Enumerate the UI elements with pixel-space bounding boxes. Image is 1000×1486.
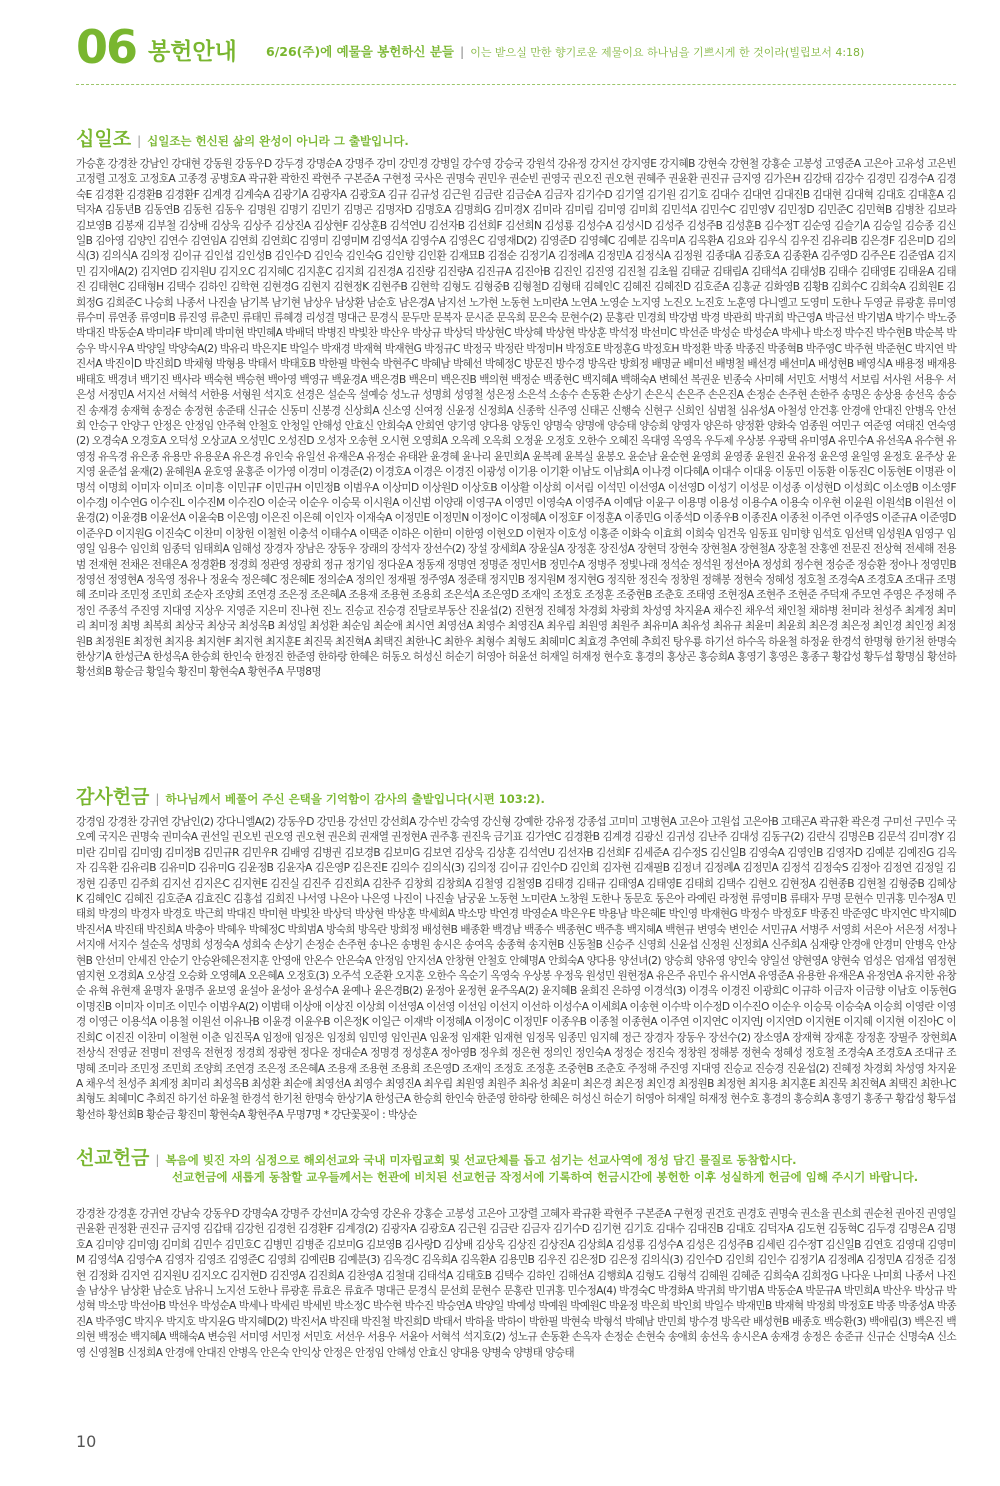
mission-description-line2: 선교헌금에 새롭게 동참할 교우들께서는 헌관에 비치된 선교헌금 작정서에 기록하여 헌금시간에 봉헌한 이후 성실하게 헌금에 임해 주시기 바랍니다. <box>172 1170 919 1184</box>
tithe-heading <box>76 124 956 151</box>
thanks-description: 하나님께서 베풀어 주신 은택을 기억함이 감사의 출발입니다(시편 103:2). <box>165 792 545 806</box>
thanks-names: 강경임 강경찬 강귀연 강남인(2) 강다니엘A(2) 강동우D 강민용 강선민 강선희A 강수빈 강숙영 강신형 강예한 강유정 강종섭 고미미 고병현A 고은아 고원섭 고은아B 고태곤A 곽규환 곽은경 구미선 구민수 국오예 국지은 권명숙 권미숙A 권선일 권오빈 권오영 권오현 권은희 권재열 권정현A 권주홍 권진욱 금기표 김가연C 김경환B 김계경 김광신 김귀성 김난주 김대성 김동구(2) 김란식 김명은B 김문석 김미경Y 김미란 김미림 김미영J 김미정B 김민규R 김민우R 김배영 김병권 김보경B 김보미G 김보연 김상욱 김상훈 김석연U 김선자B 김선희F 김세준A 김수정S 김신일B 김영숙A 김영인B 김영자D 김예분 김예진G 김옥자 김옥환 김유리B 김유미D 김유미G 김윤정B 김윤자A 김은영P 김은진E 김의수 김의식(3) 김의정 김이규 김인수D 김인희 김자현 김재필B 김정녀 김정례A 김정민A 김정석 김정숙S 김정아 김정연 김정일 김정현 김종민 김주희 김지선 김지은C 김지현E 김진실 김진주 김진희A 김찬주 김창희 김창희A 김철영 김철영B 김태경 김태규 김태영A 김태영E 김태희 김택수 김현오 김현정A 김현종B 김현철 김형중B 김혜상K 김혜인C 김혜진 김호준A 김효진C 김홍섭 김희진 나서영 나은아 나은영 나진이 나진솔 남궁윤 노동현 노미란A 노창원 도한나 동문호 동은아 라예린 라정현 류영미B 류태자 무명 문현수 민귀홍 민수정A 민태희 박경의 박경자 박경호 박근희 박대진 박미현 박빛찬 박상덕 박상현 박상훈 박세희A 박소망 박연경 박영순A 박은우E 박용남 박은혜E 박인영 박재현G 박정수 박정호F 박종진 박준영C 박지연C 박지혜D 박진서A 박진태 박진희A 박충아 박혜우 박혜정C 박희범A 방숙희 방옥란 방희정 배성현B 배종환 백경남 백종수 백종현C 백주흥 백지혜A 백현규 변영숙 변인순 서민규A 서병주 서영희 서은아 서은정 서정나 서지애 서지수 설순옥 성명희 성정숙A 성희숙 손상기 손정순 손주현 송나은 송병원 송시은 송여옥 송종혁 송지현B 신동철B 신승주 신영희 신윤섭 신정원 신정희A 신주희A 심재량 안경애 안경미 안병옥 안상현B 안선미 안세진 안순기 안승완헤은전지훈 안영애 안온수 안은숙A 안정임 안지선A 안창현 안철호 안혜명A 안희숙A 양다용 양선녀(2) 양승희 양유영 양인숙 양일선 양현영A 양현숙 엄성은 엄재섭 염정현 염지현 오경희A 오상걸 오승화 오영혜A 오은혜A 오정호(3) 오주석 오준환 오지훈 오한수 옥순기 옥영숙 우상봉 우정욱 원성민 원현정A 유은주 유민수 유시연A 유영준A 유용한 유재은A 유정연A 유지한 유창순 유혁 유현재 윤명자 윤명주 윤보영 윤설아 윤성아 윤성수A 윤예나 윤은경B(2) 윤정아 윤정현 윤주옥A(2) 윤지혜B 윤희진 은하영 이경석(3) 이경옥 이경진 이광희C 이규하 이금자 이금향 이남호 이동현G 이명진B 이미자 이미조 이민수 이범우A(2) 이범태 이상애 이상진 이상희 이선영A 이선영 이선임 이선지 이선하 이성수A 이세희A 이송현 이수박 이수정D 이수진O 이순우 이승묵 이승숙A 이승희 이영란 이영경 이영근 이용석A 이용철 이원선 이유나B 이윤경 이윤우B 이은정K 이일근 이재박 이정혜A 이정이C 이정민F 이종우B 이종철 이종현A 이주연 이지연C 이지연J 이지연D 이지현E 이지혜 이지현 이진아C 이진희C 이진진 이찬미 이철현 이춘 임진목A 임정애 임정은 임정희 임민영 임인권A 임윤정 임재환 임재현 임정목 임종민 임지혜 정근 장경자 장동우 장선수(2) 장소영A 장재혁 장재훈 장정훈 장필주 장현희A 전상식 전영균 전명미 전영옥 전현정 정경희 정광현 정다운 정대순A 정명경 정성훈A 정아영B 정우희 정은현 정의인 정인숙A 정정순 정진숙 정창원 정해봉 정현숙 정혜성 정호철 조경숙A 조경호A 조대규 조명혜 조미라 조민정 조민희 조양희 조연경 조은정 조은혜A 조용재 조용현 조용희 조은영D 조재익 조정호 조정훈 조중현B 조춘호 주정해 주진영 지대영 진승교 진승경 진윤섭(2) 진혜정 차경회 차성영 차지윤A 채우석 천성주 최계정 최미리 최성옥B 최성환 최순애 최영선A 최영수 최영진A 최우림 최원영 최원주 최유성 최윤미 최은경 최은정 최인경 최정원B 최정현 최지용 최지훈E 최진묵 최진혁A 최택진 최한나C 최형도 최혜미C 추희진 하기선 하윤철 한경석 한기천 한명숙 한상기A 한성근A 한승희 한인숙 한준영 한하랑 한혜은 허성신 허순기 허영아 허재일 허재정 현수호 홍경의 홍승희A 홍영기 홍종구 황갑성 황두섭 황선하 황선희B 황순금 황진미 황현숙A 황현주A 무명7명 * 강단꽃꽂이 : 박상순 <box>76 816 956 1121</box>
thanks-heading <box>76 782 956 809</box>
section-subtitle <box>266 43 864 62</box>
mission-separator: | <box>155 1153 160 1167</box>
subtitle-verse: 이는 받으실 만한 향기로운 제물이요 하나님을 기쁘시게 한 것이라(빌립보서 4:18) <box>470 46 865 59</box>
thanks-title: 감사헌금 <box>76 786 150 808</box>
mission-names: 강경찬 강경훈 강귀연 강남숙 강동우D 강명숙A 강명주 강선미A 강숙영 강온유 강홍순 고봉성 고은아 고장렬 고혜자 곽규환 곽현주 구본준A 구현정 권건호 권경호 권명숙 권소율 권소희 권순천 권아진 권영일 권윤환 권정환 권진규 금지영 김갑태 김강헌 김경헌 김경환F 김계경(2) 김광자A 김광호A 김근원 김금란 김금자 김기수D 김기현 김기호 김대수 김대진B 김대호 김덕자A 김도현 김동혁C 김두경 김명은A 김명호A 김미양 김미영J 김미희 김민수 김민호C 김병민 김병준 김보미G 김보영B 김사랑D 김상배 김상욱 김상진 김상진A 김상희A 김성룡 김성수A 김성은 김성주B 김세린 김수정T 김신일B 김연호 김영대 김영미M 김영석A 김영수A 김영자 김영조 김영준C 김영희 김예린B 김예분(3) 김옥경C 김옥희A 김옥환A 김용민B 김우진 김은정D 김은정 김의식(3) 김인수D 김인희 김인수 김정기A 김정례A 김정민A 김정준 김정현 김정화 김지연 김지원U 김지오C 김지현D 김진영A 김진희A 김찬영A 김철대 김태석A 김태호B 김택수 김하인 김해선A 김행희A 김형도 김형석 김혜원 김혜준 김희숙A 김희정G 나다운 나미희 나종서 나진솔 남상우 남상환 남순호 남유니 노지선 도한나 류광훈 류효은 류효주 명대근 문경식 문선희 문현수 문홍란 민귀홍 민수정A(4) 박경숙C 박경화A 박귀희 박기범A 박동순A 박문규A 박민희A 박산우 박상규 박성혁 박소망 박선아B 박선우 박성순A 박세나 박세린 박세빈 박소정C 박수현 박수진 박승연A 박양일 박예성 박예원 박예원C 박윤정 박은희 박인희 박일수 박재민B 박재혁 박정희 박정호E 박종 박종성A 박종진A 박주영C 박지우 박지호 박지윤G 박지혜D(2) 박진서A 박진태 박진철 박진희D 박태서 박하율 박하이 박한필 박현숙 박형석 박혜남 반민희 방수경 방옥란 배성현B 배종호 백승환(3) 백애림(3) 백은진 백의현 백정순 백지혜A 백해숙A 변승원 서미영 서민정 서민호 서선우 서용우 서윤아 서혁석 석지호(2) 성노규 손동환 손옥자 손정순 손현숙 송애희 송선옥 송시은A 송재경 송정은 송준규 신규순 신명숙A 신소영 신영철B 신정희A 안경애 안대진 안병옥 안은숙 안익상 안정은 안정임 안해성 안효신 양대용 양병숙 양병태 양승태 <box>76 1208 956 1359</box>
section-number: 06 <box>76 20 137 74</box>
section-title: 봉헌안내 <box>148 39 237 65</box>
tithe-title: 십일조 <box>76 128 132 150</box>
subtitle-separator: | <box>459 44 465 59</box>
mission-heading <box>76 1143 956 1170</box>
tithe-description: 십일조는 헌신된 삶의 완성이 아니라 그 출발입니다. <box>147 134 409 148</box>
tithe-names: 가승훈 강경찬 강남인 강대현 강동원 강동우D 강두경 강명순A 강명주 강미 강민경 강병일 강수영 강승국 강원석 강유정 강지선 강지영E 강지혜B 강현숙 강현철 강홍순 고봉성 고영준A 고은아 고유성 고은빈 고정렬 고정호 고정호A 고종경 공병호A 곽규환 곽한진 곽현주 구본준A 구현정 국사은 권명숙 권민우 권순빈 권영국 권오진 권오현 권혜주 권윤환 권진규 금지영 김가은H 김강태 김강수 김경민 김경수A 김경숙E 김경환 김경환B 김경환F 김계경 김계숙A 김광기A 김광자A 김광호A 김규 김규성 김근원 김금란 김금순A 김금자 김기수D 김기열 김기원 김기호 김대수 김대연 김대진B 김대현 김대혁 김대호 김대훈A 김덕자A 김동년B 김동연B 김동헌 김동우 김명원 김명기 김민기 김명곤 김명자D 김명호A 김명희G 김미경X 김미라 김미림 김미영 김미희 김민석A 김민수C 김민영V 김민정D 김민준C 김민혁B 김병찬 김보라 김보영B 김봉재 김부철 김상배 김상욱 김상주 김상진A 김상현F 김상훈B 김석연U 김선자B 김선희F 김선희N 김성룡 김성수A 김성시D 김성주 김성주B 김성훈B 김수정T 김순영 김슬기A 김승일 김승종 김신일B 김아영 김양인 김연수 김연임A 김연희 김연희C 김영미 김영미M 김영석A 김영수A 김영은C 김영재D(2) 김영준D 김영혜C 김예분 김옥미A 김옥환A 김요와 김우식 김우진 김유리B 김은경F 김은미D 김의식(3) 김의식A 김의정 김이규 김인섭 김인성B 김인수D 김인숙 김인숙G 김인향 김인환 김재묘B 김점순 김정기A 김정례A 김정민A 김정식A 김정원 김종대A 김종호A 김종환A 김주영D 김주은E 김준엽A 김지민 김지애A(2) 김지연D 김지원U 김지오C 김지혜C 김지훈C 김지희 김진경A 김진량 김진량A 김진규A 김진아B 김진인 김진영 김진철 김초월 김태균 김태림A 김태석A 김태성B 김태수 김태영E 김태윤A 김태진 김태현C 김태형H 김택수 김하인 김학현 김현경G 김현지 김현정K 김현주B 김현학 김형도 김형중B 김형철D 김형태 김혜인C 김혜진 김혜진D 김호준A 김홍균 김화영B 김황B 김희수C 김희숙A 김희원E 김희정G 김희준C 나승희 나종서 나진솔 남기복 남기현 남상우 남상환 남순호 남은경A 남지선 노가현 노동현 노미란A 노연A 노영순 노지영 노진오 노진호 노훈영 다니엘고 도영미 도한나 두영균 류광훈 류미영 류수미 류연종 류영미B 류진영 류춘민 류태민 류혜경 리성결 명대근 문경식 문두만 문복자 문시준 문옥희 문은숙 문현수(2) 문홍란 민경희 박강범 박경 박관희 박귀희 박근영A 박금선 박기범A 박기수 박노중 박대진 박동순A 박미라F 박미례 박미현 박민혜A 박배덕 박병진 박빛찬 박산우 박상규 박상덕 박상현C 박상혜 박상현 박상훈 박석정 박선미C 박선준 박성순 박성순A 박세나 박소정 박수진 박수현B 박순복 박승우 박시우A 박양일 박양숙A(2) 박유리 박은지E 박일수 박재경 박재혁 박재현G 박정규C 박정국 박정란 박정미H 박정호E 박정훈G 박정호H 박정환 박종 박종진 박종혁B 박주영C 박주현 박준현C 박지연 박진서A 박진이D 박진희D 박채형 박형용 박태서 박태호B 박한필 박현숙 박현주C 박혜남 박혜선 박혜정C 방문진 방수경 방옥란 방희정 배명균 배미선 배병철 배선경 배선미A 배성현B 배영식A 배용정 배재용 배태호 백경녀 백기진 백사라 백숙현 백승현 백아영 백영규 백윤경A 백은경B 백은미 백은진B 백의현 백정순 백종현C 백지혜A 백해숙A 변혜선 복권운 빈종숙 사미혜 서민호 서병석 서보림 서사원 서용우 서은성 서정민A 서지선 서혁석 서한용 서형원 석지호 선경은 설순옥 설예승 성노규 성명희 성영철 성은정 소은석 소송수 손동환 손상기 손은식 손은주 손은진A 손정순 손주현 손한주 송명은 송상용 송선옥 송승진 송재경 송재혁 송정순 송정현 송준태 신규순 신동미 신봉경 신상희A 신소영 신여정 신윤정 신정희A 신종학 신주영 신태곤 신행숙 신현구 신희인 심범철 심유성A 아철성 안건홍 안경애 안대진 안병옥 안선희 안승구 안양구 안정은 안정임 안주혁 안철호 안청일 안해성 안효신 안희숙A 안희연 양기영 양다용 양동인 양명숙 양명애 양승태 양승희 양영자 양은하 양정환 양화숙 엄종원 여민구 여준영 여태진 연숙영(2) 오경숙A 오경호A 오덕성 오상교A 오성민C 오성진D 오성자 오송현 오시현 오영희A 오옥례 오옥희 오정윤 오정호 오한수 오혜진 옥대영 옥영옥 우두제 우상봉 우광택 유미영A 유민수A 유선옥A 유수현 유영정 유옥경 유은종 유용만 유용운A 유은경 유인숙 유일선 유재은A 유정순 유태완 윤경혜 윤나리 윤민희A 윤복례 윤복실 윤봉오 윤순남 윤순현 윤영희 윤영종 윤원진 윤유정 윤은영 윤일영 윤정호 윤주상 윤지영 윤준섭 윤재(2) 윤혜원A 윤호영 윤홍준 이가영 이경미 이경준(2) 이경호A 이경은 이경진 이광성 이기용 이기환 이남도 이남희A 이나경 이다혜A 이대수 이대웅 이동민 이동환 이동진C 이동현E 이명관 이명석 이명희 이미자 이미조 이미흥 이민규F 이민규H 이민정B 이범우A 이상미D 이상원D 이상호B 이상활 이상희 이서림 이석민 이선영A 이선영D 이성기 이성문 이성종 이성현D 이성희C 이소영B 이소영F 이수경J 이수연G 이수진L 이수진M 이수진O 이순국 이순우 이승묵 이시원A 이신범 이양래 이영구A 이영민 이영숙A 이영주A 이예담 이윤구 이용명 이용성 이용수A 이용숙 이우현 이윤원 이원석B 이원선 이윤경(2) 이윤경B 이윤선A 이윤숙B 이은영J 이은진 이은혜 이인자 이재숙A 이정민E 이정민N 이정이C 이정혜A 이정호F 이정훈A 이종민G 이종석D 이종우B 이종진A 이종천 이주연 이주영S 이준규A 이준영D 이준우D 이지원G 이진숙C 이찬미 이창헌 이철헌 이충석 이태수A 이택준 이하은 이한미 이한영 이현오D 이현자 이호성 이홍준 이화숙 이효희 이희숙 임건욱 임동표 임미향 임석호 임선택 임성원A 임영구 임영일 임용수 임인희 임종덕 임태희A 임해성 장경자 장남은 장동우 장래의 장석자 장선수(2) 장설 장세희A 장윤실A 장정훈 장진성A 장현덕 장현숙 장현철A 장현철A 장훈철 잔홍엔 전문진 전상혁 전세해 전용범 전재현 전채은 전태은A 정경환B 정경희 정관영 정광희 정규 정기임 정다운A 정동재 정명연 정명준 정민서B 정민수A 정병주 정빛나래 정석순 정석원 정선아A 정성희 정수현 정승준 정승환 정아나 정영민B 정영선 정영현A 정옥영 정유나 정윤숙 정은혜C 정은혜E 정의순A 정의인 정재필 정주영A 정준태 정지민B 정지원M 정지현G 정직한 정진숙 정창원 정해봉 정현숙 정혜성 정호철 조경숙A 조경호A 조대규 조명혜 조미라 조민정 조민희 조순자 조양희 조연경 조은정 조은혜A 조용재 조용현 조용희 조은석A 조은영D 조재익 조정호 조정훈 조중현B 조춘호 조태영 조현정A 조현주 조현준 주덕재 주모연 주영은 주정해 주정인 주종석 주진영 지대영 지상우 지영준 지은미 진나현 진노 진승교 진승경 진달로부동산 진윤섭(2) 진현정 진혜정 차경회 차광희 차성영 차지윤A 채수진 채우석 채인철 채하병 천미라 천성주 최계정 최미리 최미정 최병 최복희 최상국 최상국 최성옥B 최성일 최성환 최순임 최순애 최시연 최영선A 최영수 최영진A 최우림 최원영 최원주 최유미A 최유성 최유규 최윤미 최윤희 최은경 최은정 최인경 최인정 최정원B 최정원E 최정현 최지용 최지현F 최지현 최지훈E 최진묵 최진혁A 최택진 최한나C 최한우 최형수 최형도 최혜미C 최효경 추연혜 추희진 탕우룡 하기선 하수옥 하윤철 하정윤 한경석 한명형 한기천 한명숙 한상기A 한성근A 한성옥A 한승희 한인숙 한정진 한준영 한하랑 한혜은 허동오 허성신 허순기 허영아 허윤선 허재일 허재정 현수호 홍경의 홍상곤 홍승희A 홍영기 홍영은 홍종구 황갑성 황두섭 황명심 황선하 황선희B 황순금 황일숙 황진미 황현숙A 황현주A 무명8명 <box>76 158 956 679</box>
tithe-separator: | <box>137 134 142 148</box>
page-number: 10 <box>76 1432 97 1451</box>
subtitle-text: 6/26(주)에 예물을 봉헌하신 분들 <box>266 44 454 59</box>
mission-description-line1: 복음에 빚진 자의 심정으로 해외선교와 국내 미자립교회 및 선교단체를 돕고 섬기는 선교사역에 정성 담긴 물질로 동참합시다. <box>165 1153 797 1167</box>
mission-title: 선교헌금 <box>76 1147 150 1169</box>
section-header <box>76 18 956 78</box>
thanks-separator: | <box>155 792 160 806</box>
header-divider <box>76 84 956 85</box>
